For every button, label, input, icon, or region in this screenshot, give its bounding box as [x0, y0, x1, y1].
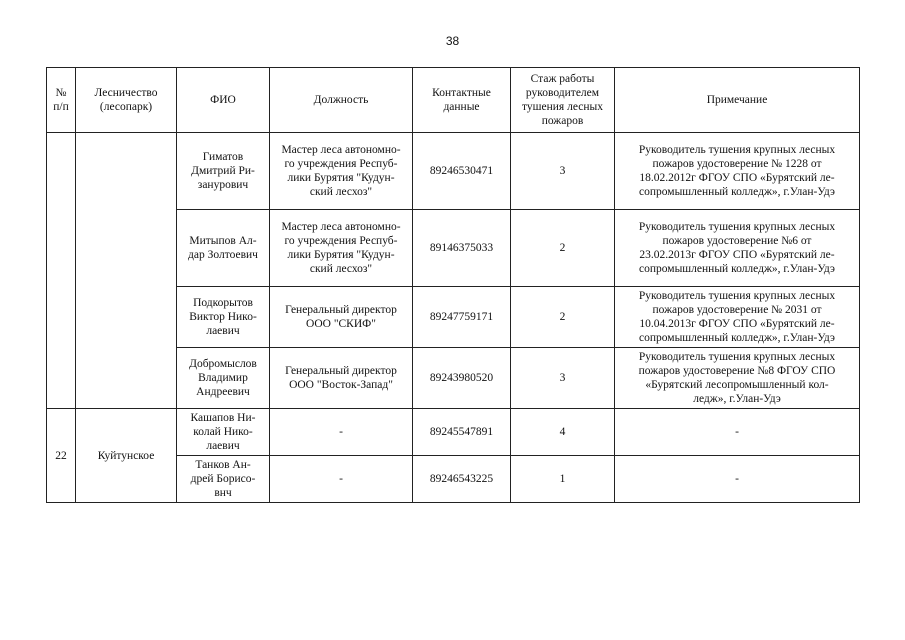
forest-fire-managers-table — [46, 67, 860, 503]
cell-position: Генеральный директор ООО "СКИФ" — [270, 287, 413, 348]
cell-fio: Кашапов Ни- колай Нико- лаевич — [177, 409, 270, 456]
cell-fio: Митыпов Ал- дар Золтоевич — [177, 210, 270, 287]
table-header-row — [47, 68, 860, 133]
cell-contact: 89247759171 — [413, 287, 511, 348]
cell-position: - — [270, 409, 413, 456]
cell-note: Руководитель тушения крупных лесных пожаров удостоверение № 2031 от 10.04.2013г ФГОУ СПО «Бурятский ле- сопромышленный колледж», г.Улан-Удэ — [615, 287, 860, 348]
cell-note: Руководитель тушения крупных лесных пожаров удостоверение № 1228 от 18.02.2012г ФГОУ СПО «Бурятский ле- сопромышленный колледж», г.Улан-Удэ — [615, 133, 860, 210]
cell-position: Генеральный директор ООО "Восток-Запад" — [270, 348, 413, 409]
header-note: Примечание — [615, 68, 860, 133]
cell-fio: Добромыслов Владимир Андреевич — [177, 348, 270, 409]
cell-note: Руководитель тушения крупных лесных пожаров удостоверение №8 ФГОУ СПО «Бурятский лесопромышленный кол- ледж», г.Улан-Удэ — [615, 348, 860, 409]
header-number: № п/п — [47, 68, 76, 133]
cell-experience: 3 — [511, 133, 615, 210]
cell-experience: 1 — [511, 456, 615, 503]
cell-contact: 89146375033 — [413, 210, 511, 287]
cell-contact: 89246530471 — [413, 133, 511, 210]
table-row — [47, 409, 860, 456]
cell-fio: Танков Ан- дрей Борисо- внч — [177, 456, 270, 503]
cell-fio: Подкорытов Виктор Нико- лаевич — [177, 287, 270, 348]
cell-forestry: Куйтунское — [76, 409, 177, 503]
cell-contact: 89243980520 — [413, 348, 511, 409]
cell-note: - — [615, 456, 860, 503]
header-position: Должность — [270, 68, 413, 133]
cell-number-empty — [47, 133, 76, 409]
cell-contact: 89246543225 — [413, 456, 511, 503]
table-row — [47, 133, 860, 210]
header-forestry: Лесничество (лесопарк) — [76, 68, 177, 133]
cell-number: 22 — [47, 409, 76, 503]
page-number: 38 — [445, 34, 460, 48]
cell-position: Мастер леса автономно- го учреждения Респуб- лики Бурятия "Кудун- ский лесхоз" — [270, 210, 413, 287]
cell-experience: 4 — [511, 409, 615, 456]
cell-note: - — [615, 409, 860, 456]
header-experience: Стаж работы руководителем тушения лесных пожаров — [511, 68, 615, 133]
cell-position: - — [270, 456, 413, 503]
cell-position: Мастер леса автономно- го учреждения Респуб- лики Бурятия "Кудун- ский лесхоз" — [270, 133, 413, 210]
header-contact: Контактные данные — [413, 68, 511, 133]
cell-experience: 3 — [511, 348, 615, 409]
cell-note: Руководитель тушения крупных лесных пожаров удостоверение №6 от 23.02.2013г ФГОУ СПО «Бурятский ле- сопромышленный колледж», г.Улан-Удэ — [615, 210, 860, 287]
cell-experience: 2 — [511, 287, 615, 348]
cell-contact: 89245547891 — [413, 409, 511, 456]
header-fio: ФИО — [177, 68, 270, 133]
cell-forestry-empty — [76, 133, 177, 409]
cell-fio: Гиматов Дмитрий Ри- занурович — [177, 133, 270, 210]
cell-experience: 2 — [511, 210, 615, 287]
